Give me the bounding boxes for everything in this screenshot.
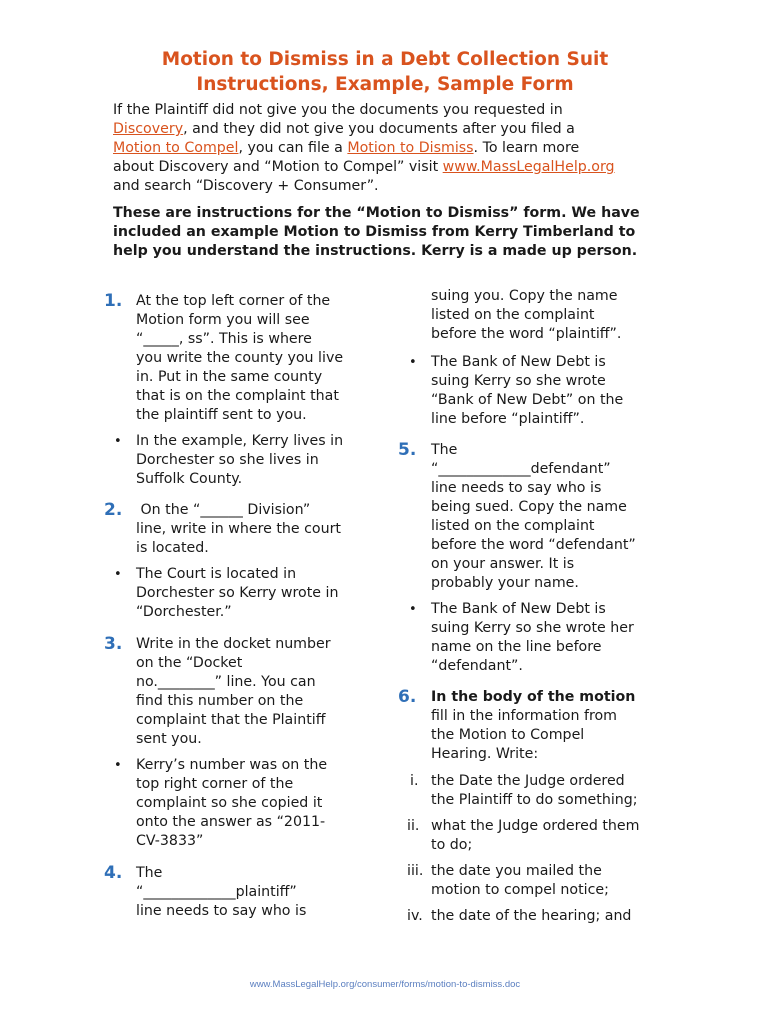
step-number: 5.	[398, 440, 417, 460]
text-line: the Motion to Compel	[431, 727, 585, 743]
text-line: top right corner of the	[136, 776, 294, 792]
instructions-summary: These are instructions for the “Motion to Dismiss” form. We have included an example Motion to Dismiss from Kerry Timberland to help you understand the instructions. Kerry is a made up person.	[113, 205, 640, 259]
step-4-text-continued	[431, 287, 621, 344]
text-line: fill in the information from	[431, 708, 617, 724]
step-4-example	[431, 353, 623, 429]
step-5-text	[431, 441, 636, 593]
step-6-text	[431, 688, 635, 764]
text-line: “defendant”.	[431, 658, 523, 674]
step-1-example	[136, 432, 343, 489]
text-line: suing you. Copy the name	[431, 288, 618, 304]
text-line: the date you mailed the	[431, 863, 602, 879]
text-line: line needs to say who is	[431, 480, 602, 496]
text-line: the date of the hearing; and	[431, 908, 632, 924]
step-number: 6.	[398, 687, 417, 707]
text-line: that is on the complaint that	[136, 388, 339, 404]
text-line: At the top left corner of the	[136, 293, 331, 309]
bullet-icon: •	[114, 434, 122, 449]
step-number: 1.	[104, 291, 123, 311]
text-line: “Dorchester.”	[136, 604, 232, 620]
step-2-example	[136, 565, 338, 622]
bullet-icon: •	[114, 758, 122, 773]
page-subtitle: Instructions, Example, Sample Form	[196, 74, 574, 95]
step-3-text	[136, 635, 331, 749]
text-line: what the Judge ordered them	[431, 818, 640, 834]
text-line: In the example, Kerry lives in	[136, 433, 344, 449]
text-line: the Date the Judge ordered	[431, 773, 625, 789]
intro-text: If the Plaintiff did not give you the documents you requested in	[113, 102, 563, 118]
bullet-icon: •	[409, 355, 417, 370]
text-line: the Plaintiff to do something;	[431, 792, 638, 808]
text-line: name on the line before	[431, 639, 602, 655]
motion-to-dismiss-link[interactable]: Motion to Dismiss	[347, 140, 474, 156]
step-6-item	[431, 817, 639, 855]
text-line: The	[136, 865, 163, 881]
page-title: Motion to Dismiss in a Debt Collection Suit	[161, 49, 609, 70]
text-line: suing Kerry so she wrote her	[431, 620, 634, 636]
intro-text: and search “Discovery + Consumer”.	[113, 178, 379, 194]
text-line: The Bank of New Debt is	[431, 354, 606, 370]
text-line: complaint so she copied it	[136, 795, 323, 811]
text-line: you write the county you live	[136, 350, 344, 366]
text-line: the plaintiff sent to you.	[136, 407, 307, 423]
step-6-item	[431, 772, 638, 810]
text-line: Write in the docket number	[136, 636, 331, 652]
step-number: 2.	[104, 500, 123, 520]
text-line: “_____________plaintiff”	[136, 884, 297, 900]
step-6-item	[431, 862, 609, 900]
text-line: Dorchester so she lives in	[136, 452, 319, 468]
intro-text: about Discovery and “Motion to Compel” visit	[113, 159, 443, 175]
footer-url: www.MassLegalHelp.org/consumer/forms/motion-to-dismiss.doc	[249, 979, 521, 990]
text-line: Suffolk County.	[136, 471, 243, 487]
text-line: “Bank of New Debt” on the	[431, 392, 624, 408]
text-line: is located.	[136, 540, 209, 556]
text-line: Hearing. Write:	[431, 746, 539, 762]
step-number: 3.	[104, 634, 123, 654]
text-line: find this number on the	[136, 693, 304, 709]
text-line: probably your name.	[431, 575, 579, 591]
text-line: before the word “plaintiff”.	[431, 326, 622, 342]
intro-text: , and they did not give you documents after you filed a	[183, 121, 575, 137]
text-line: line before “plaintiff”.	[431, 411, 585, 427]
bullet-icon: •	[409, 602, 417, 617]
text-line: On the “______ Division”	[136, 502, 311, 518]
text-line: The Court is located in	[136, 566, 297, 582]
text-line: suing Kerry so she wrote	[431, 373, 606, 389]
text-line: The Bank of New Debt is	[431, 601, 606, 617]
text-line: listed on the complaint	[431, 518, 595, 534]
text-line: on the “Docket	[136, 655, 243, 671]
roman-marker: ii.	[407, 818, 420, 834]
step-6-item	[431, 907, 631, 926]
bullet-icon: •	[114, 567, 122, 582]
text-line: to do;	[431, 837, 473, 853]
step-1-text	[136, 292, 343, 425]
step-5-example	[431, 600, 634, 676]
intro-text: , you can file a	[238, 140, 348, 156]
text-line: complaint that the Plaintiff	[136, 712, 326, 728]
text-line: no.________” line. You can	[136, 674, 316, 690]
text-line: Motion form you will see	[136, 312, 310, 328]
intro-paragraph	[113, 101, 673, 196]
step-4-text	[136, 864, 306, 921]
motion-to-compel-link[interactable]: Motion to Compel	[113, 140, 239, 156]
text-line: motion to compel notice;	[431, 882, 609, 898]
text-line: Dorchester so Kerry wrote in	[136, 585, 339, 601]
text-line: sent you.	[136, 731, 202, 747]
text-line: CV-3833”	[136, 833, 204, 849]
roman-marker: iii.	[407, 863, 424, 879]
text-line: before the word “defendant”	[431, 537, 636, 553]
text-line: listed on the complaint	[431, 307, 595, 323]
text-line: Kerry’s number was on the	[136, 757, 328, 773]
step-number: 4.	[104, 863, 123, 883]
intro-text: . To learn more	[473, 140, 580, 156]
text-line: “_____________defendant”	[431, 461, 611, 477]
step-6-heading: In the body of the motion	[431, 689, 636, 705]
step-2-text	[136, 501, 341, 558]
text-line: “_____, ss”. This is where	[136, 331, 312, 347]
masslegalhelp-link[interactable]: www.MassLegalHelp.org	[442, 159, 615, 175]
text-line: line needs to say who is	[136, 903, 307, 919]
roman-marker: i.	[410, 773, 419, 789]
step-3-example	[136, 756, 327, 851]
roman-marker: iv.	[407, 908, 423, 924]
discovery-link[interactable]: Discovery	[113, 121, 184, 137]
text-line: being sued. Copy the name	[431, 499, 627, 515]
text-line: onto the answer as “2011-	[136, 814, 326, 830]
text-line: in. Put in the same county	[136, 369, 323, 385]
text-line: The	[431, 442, 458, 458]
text-line: line, write in where the court	[136, 521, 341, 537]
text-line: on your answer. It is	[431, 556, 575, 572]
